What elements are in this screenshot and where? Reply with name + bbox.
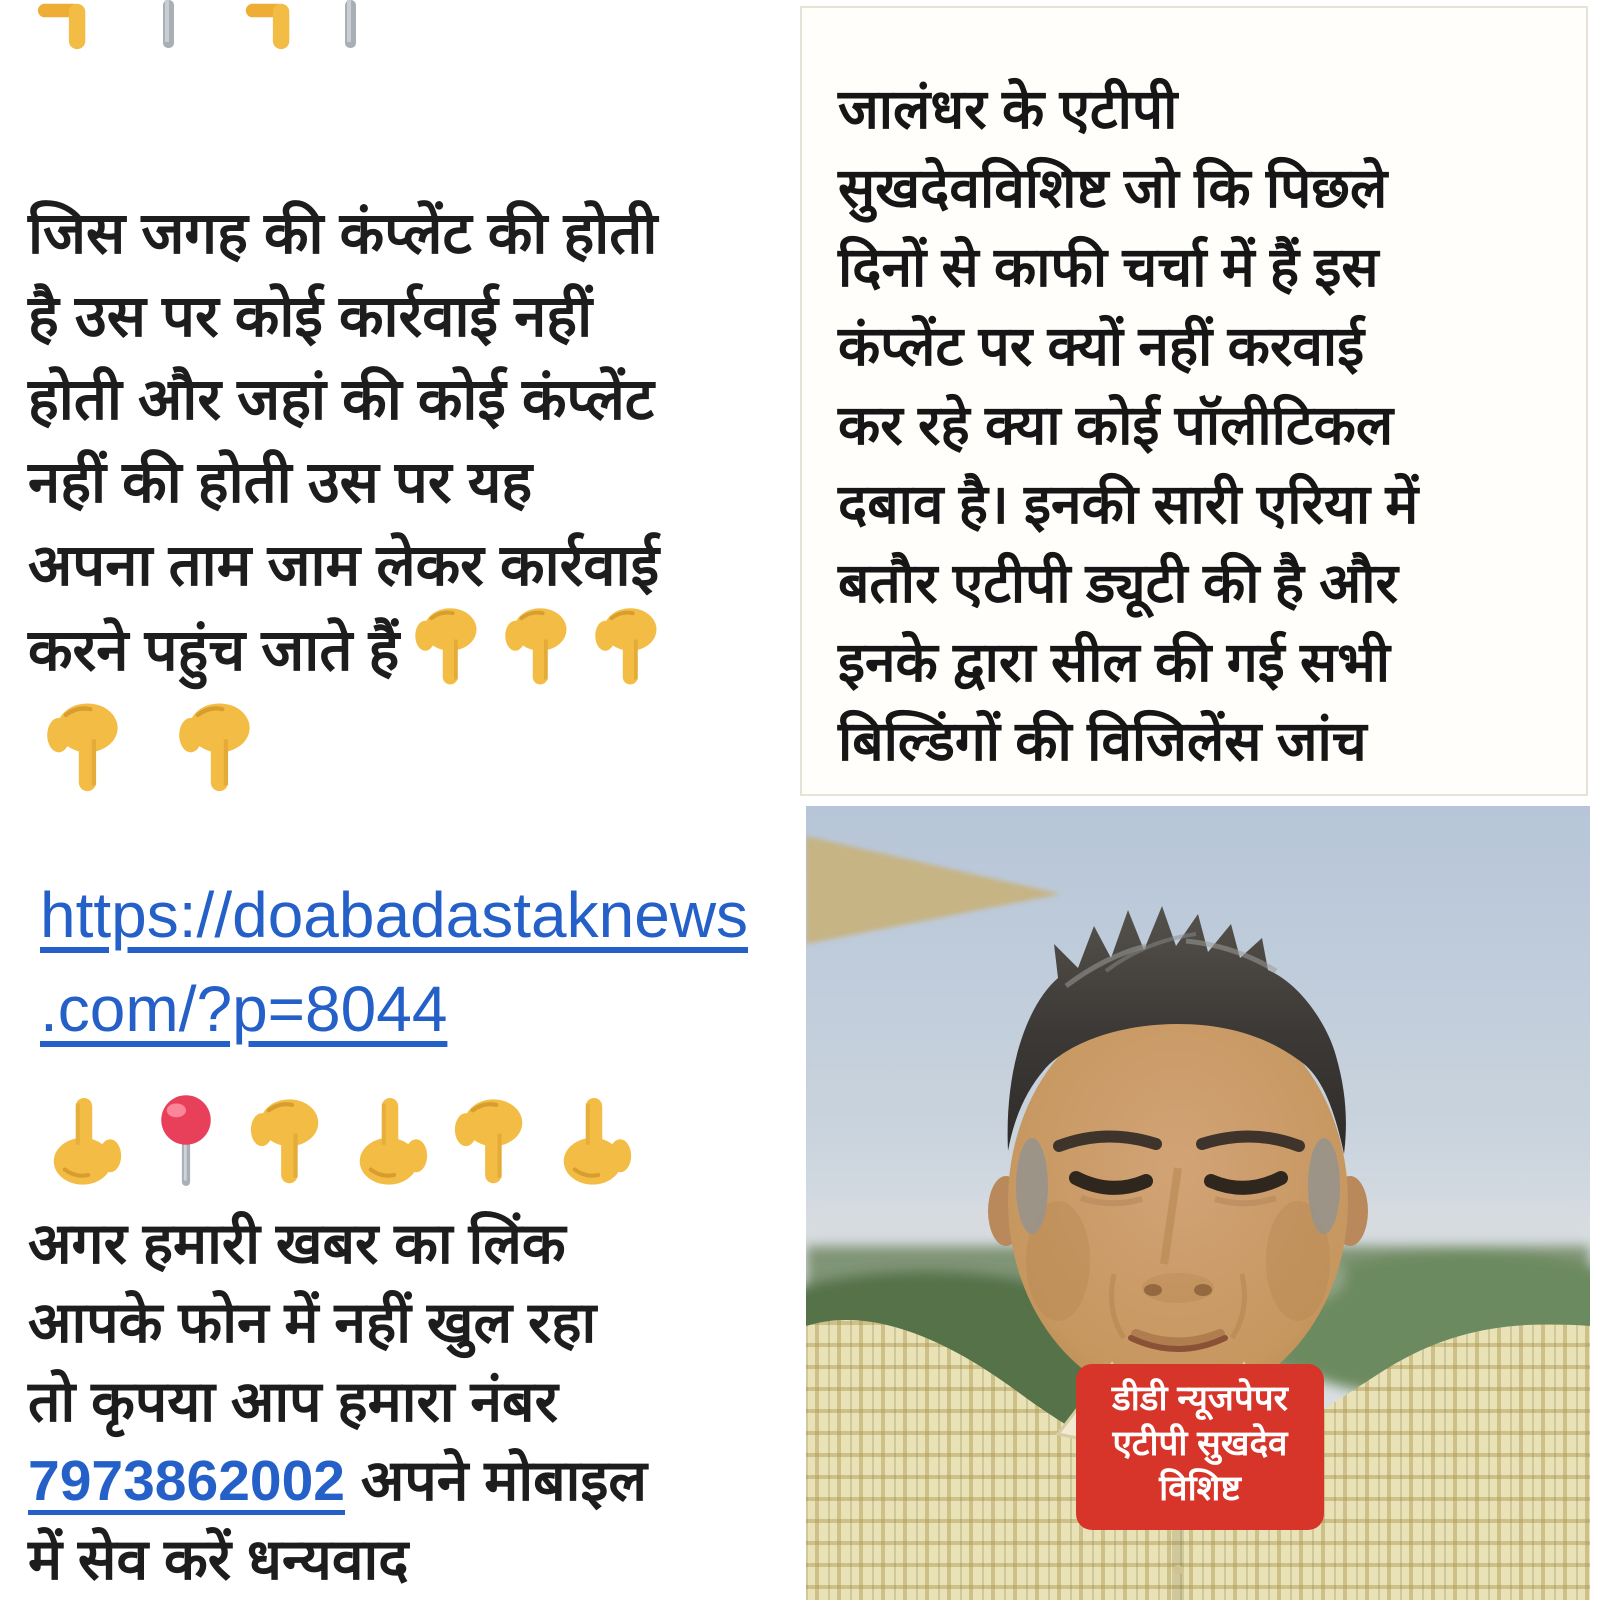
caption-line: डीडी न्यूजपेपर xyxy=(1112,1379,1288,1418)
roof-corner xyxy=(806,836,1061,944)
paragraph-complaint xyxy=(28,192,768,693)
left-message-column xyxy=(0,0,780,1600)
caption-line: विशिष्ट xyxy=(1159,1469,1241,1508)
backhand-index-pointing-down-icon xyxy=(499,601,579,693)
phone-number-link[interactable]: 7973862002 xyxy=(28,1449,346,1513)
text-line: करने पहुंच जाते हैं xyxy=(28,617,400,683)
pushpin-needle-fragment-icon xyxy=(162,0,176,50)
backhand-index-pointing-down-icon xyxy=(172,696,264,800)
text-line: बतौर एटीपी ड्यूटी की है और xyxy=(838,552,1398,614)
text-line: दबाव है। इनकी सारी एरिया में xyxy=(838,473,1419,535)
text-line: होती और जहां की कोई कंप्लेंट xyxy=(28,367,655,432)
article-text-panel xyxy=(800,6,1588,796)
pointing-down-emoji-row xyxy=(40,702,264,800)
backhand-index-pointing-down-icon xyxy=(589,601,669,693)
text-line: अपना ताम जाम लेकर कार्रवाई xyxy=(28,533,660,598)
backhand-index-pointing-down-icon xyxy=(40,696,132,800)
photo-caption-label xyxy=(1076,1364,1324,1530)
news-link-block xyxy=(40,868,748,1056)
text-line: इनके द्वारा सील की गई सभी xyxy=(838,631,1391,693)
pushpin-needle-fragment-icon xyxy=(344,0,358,50)
text-line: आपके फोन में नहीं खुल रहा xyxy=(28,1291,597,1355)
index-pointing-up-icon xyxy=(40,1090,128,1194)
emoji-row xyxy=(40,1090,638,1194)
pointing-down-hand-fragment-icon xyxy=(36,0,94,52)
news-link-line2[interactable]: .com/?p=8044 xyxy=(40,973,448,1045)
backhand-index-pointing-down-icon xyxy=(448,1090,536,1194)
text-line-with-emojis xyxy=(28,607,768,693)
phone-number-line xyxy=(28,1442,778,1521)
text-line: सुखदेवविशिष्ट जो कि पिछले xyxy=(838,157,1388,219)
text-line: अगर हमारी खबर का लिंक xyxy=(28,1212,566,1276)
portrait-photo xyxy=(806,806,1590,1600)
text-line: कंप्लेंट पर क्यों नहीं करवाई xyxy=(838,315,1365,377)
text-line: दिनों से काफी चर्चा में हैं इस xyxy=(838,236,1379,298)
backhand-index-pointing-down-icon xyxy=(409,601,489,693)
backhand-index-pointing-down-icon xyxy=(244,1090,332,1194)
text-line: बिल्डिंगों की विजिलेंस जांच xyxy=(838,710,1367,772)
caption-line: एटीपी सुखदेव xyxy=(1112,1424,1288,1463)
text-line: है उस पर कोई कार्रवाई नहीं xyxy=(28,284,593,349)
text-line: कर रहे क्या कोई पॉलीटिकल xyxy=(838,394,1394,456)
paragraph-phone xyxy=(28,1205,778,1600)
article-paragraph xyxy=(838,70,1558,781)
news-link-line1[interactable]: https://doabadastaknews xyxy=(40,879,749,951)
text-line: जालंधर के एटीपी xyxy=(838,78,1178,140)
text-line: तो कृपया आप हमारा नंबर xyxy=(28,1370,558,1434)
pointing-down-hand-fragment-icon xyxy=(240,0,298,52)
text-line: नहीं की होती उस पर यह xyxy=(28,450,533,515)
index-pointing-up-icon xyxy=(346,1090,434,1194)
text-line-cut-off: में सेव करें धन्यवाद xyxy=(28,1528,409,1592)
index-pointing-up-icon xyxy=(550,1090,638,1194)
phone-suffix-text: अपने मोबाइल xyxy=(345,1449,648,1513)
text-line: जिस जगह की कंप्लेंट की होती xyxy=(28,201,658,266)
round-pushpin-icon xyxy=(142,1090,230,1194)
